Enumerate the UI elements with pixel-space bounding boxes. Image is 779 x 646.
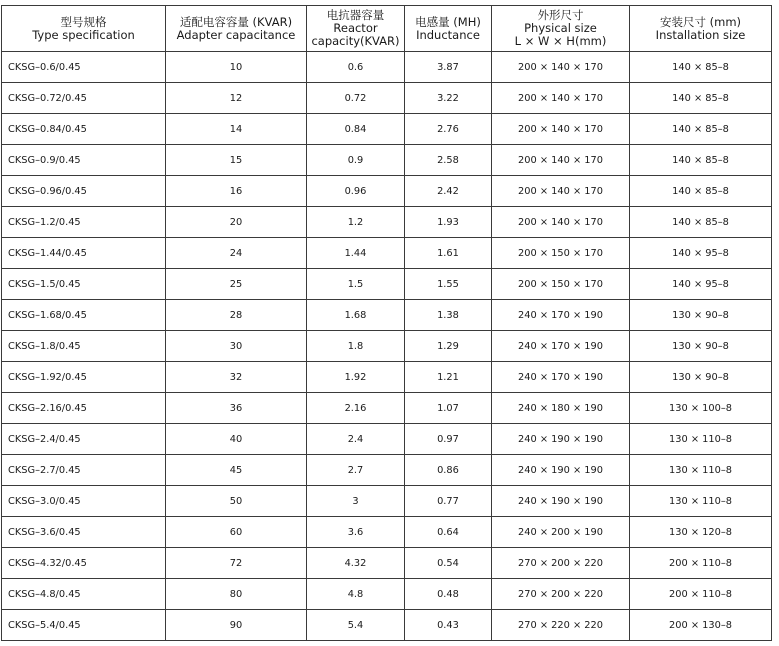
table-row xyxy=(2,424,772,455)
table-row xyxy=(2,269,772,300)
cell-install: 130 × 90–8 xyxy=(630,362,772,393)
cell-inductance: 0.77 xyxy=(405,486,492,517)
cell-reactor: 1.68 xyxy=(307,300,405,331)
cell-reactor: 4.8 xyxy=(307,579,405,610)
header-installation-size-en: Installation size xyxy=(655,27,746,42)
cell-install: 130 × 90–8 xyxy=(630,331,772,362)
cell-model: CKSG–0.84/0.45 xyxy=(2,114,166,145)
cell-model: CKSG–2.16/0.45 xyxy=(2,393,166,424)
table-row xyxy=(2,176,772,207)
cell-install: 140 × 95–8 xyxy=(630,238,772,269)
cell-capacitance: 36 xyxy=(166,393,307,424)
cell-model: CKSG–4.8/0.45 xyxy=(2,579,166,610)
header-physical-size xyxy=(492,6,630,52)
cell-inductance: 0.97 xyxy=(405,424,492,455)
cell-model: CKSG–1.92/0.45 xyxy=(2,362,166,393)
cell-install: 130 × 120–8 xyxy=(630,517,772,548)
cell-model: CKSG–0.72/0.45 xyxy=(2,83,166,114)
cell-model: CKSG–2.4/0.45 xyxy=(2,424,166,455)
cell-size: 200 × 140 × 170 xyxy=(492,114,630,145)
cell-model: CKSG–2.7/0.45 xyxy=(2,455,166,486)
cell-capacitance: 24 xyxy=(166,238,307,269)
table-row xyxy=(2,393,772,424)
header-inductance-cn: 电感量 (MH) xyxy=(415,14,481,29)
cell-size: 240 × 190 × 190 xyxy=(492,424,630,455)
table-row xyxy=(2,362,772,393)
cell-size: 200 × 150 × 170 xyxy=(492,269,630,300)
cell-install: 200 × 110–8 xyxy=(630,579,772,610)
table-row xyxy=(2,331,772,362)
cell-model: CKSG–0.9/0.45 xyxy=(2,145,166,176)
cell-model: CKSG–0.6/0.45 xyxy=(2,52,166,83)
table-row xyxy=(2,52,772,83)
cell-model: CKSG–1.2/0.45 xyxy=(2,207,166,238)
header-adapter-capacitance xyxy=(166,6,307,52)
header-type-specification-cn: 型号规格 xyxy=(60,14,107,29)
cell-install: 140 × 85–8 xyxy=(630,52,772,83)
cell-capacitance: 15 xyxy=(166,145,307,176)
cell-inductance: 1.21 xyxy=(405,362,492,393)
cell-capacitance: 16 xyxy=(166,176,307,207)
cell-install: 200 × 130–8 xyxy=(630,610,772,641)
cell-capacitance: 90 xyxy=(166,610,307,641)
table-row xyxy=(2,207,772,238)
cell-size: 200 × 140 × 170 xyxy=(492,83,630,114)
cell-size: 270 × 200 × 220 xyxy=(492,548,630,579)
spec-table xyxy=(1,5,772,641)
cell-reactor: 2.4 xyxy=(307,424,405,455)
header-physical-size-en: Physical size xyxy=(524,21,597,35)
cell-inductance: 1.38 xyxy=(405,300,492,331)
cell-model: CKSG–1.68/0.45 xyxy=(2,300,166,331)
cell-install: 140 × 95–8 xyxy=(630,269,772,300)
cell-reactor: 3 xyxy=(307,486,405,517)
cell-size: 200 × 140 × 170 xyxy=(492,52,630,83)
cell-install: 130 × 100–8 xyxy=(630,393,772,424)
cell-reactor: 1.92 xyxy=(307,362,405,393)
cell-install: 140 × 85–8 xyxy=(630,207,772,238)
cell-reactor: 0.96 xyxy=(307,176,405,207)
cell-capacitance: 14 xyxy=(166,114,307,145)
table-row xyxy=(2,610,772,641)
cell-capacitance: 32 xyxy=(166,362,307,393)
cell-inductance: 0.43 xyxy=(405,610,492,641)
cell-reactor: 5.4 xyxy=(307,610,405,641)
cell-model: CKSG–3.6/0.45 xyxy=(2,517,166,548)
cell-reactor: 2.7 xyxy=(307,455,405,486)
cell-reactor: 0.6 xyxy=(307,52,405,83)
cell-reactor: 2.16 xyxy=(307,393,405,424)
cell-install: 140 × 85–8 xyxy=(630,176,772,207)
header-adapter-capacitance-cn: 适配电容容量 (KVAR) xyxy=(179,14,293,29)
header-reactor-capacity-en-2: capacity(KVAR) xyxy=(311,34,400,48)
cell-reactor: 3.6 xyxy=(307,517,405,548)
table-row xyxy=(2,145,772,176)
cell-size: 240 × 180 × 190 xyxy=(492,393,630,424)
cell-model: CKSG–3.0/0.45 xyxy=(2,486,166,517)
table-row xyxy=(2,455,772,486)
header-adapter-capacitance-en: Adapter capacitance xyxy=(176,27,296,42)
cell-size: 200 × 150 × 170 xyxy=(492,238,630,269)
cell-install: 130 × 110–8 xyxy=(630,486,772,517)
cell-install: 140 × 85–8 xyxy=(630,145,772,176)
cell-reactor: 1.2 xyxy=(307,207,405,238)
cell-capacitance: 10 xyxy=(166,52,307,83)
cell-capacitance: 20 xyxy=(166,207,307,238)
cell-reactor: 1.8 xyxy=(307,331,405,362)
cell-size: 200 × 140 × 170 xyxy=(492,145,630,176)
cell-inductance: 0.86 xyxy=(405,455,492,486)
cell-install: 130 × 110–8 xyxy=(630,455,772,486)
cell-capacitance: 25 xyxy=(166,269,307,300)
cell-size: 200 × 140 × 170 xyxy=(492,176,630,207)
cell-inductance: 1.07 xyxy=(405,393,492,424)
cell-size: 270 × 200 × 220 xyxy=(492,579,630,610)
cell-size: 240 × 190 × 190 xyxy=(492,486,630,517)
cell-capacitance: 60 xyxy=(166,517,307,548)
cell-inductance: 0.54 xyxy=(405,548,492,579)
header-inductance xyxy=(405,6,492,52)
cell-inductance: 1.29 xyxy=(405,331,492,362)
header-physical-size-dims: L × W × H(mm) xyxy=(514,34,607,48)
cell-install: 140 × 85–8 xyxy=(630,114,772,145)
cell-reactor: 1.44 xyxy=(307,238,405,269)
header-inductance-en: Inductance xyxy=(416,27,480,42)
cell-inductance: 3.87 xyxy=(405,52,492,83)
cell-capacitance: 12 xyxy=(166,83,307,114)
cell-inductance: 1.93 xyxy=(405,207,492,238)
cell-capacitance: 80 xyxy=(166,579,307,610)
cell-reactor: 0.84 xyxy=(307,114,405,145)
cell-model: CKSG–1.44/0.45 xyxy=(2,238,166,269)
cell-capacitance: 30 xyxy=(166,331,307,362)
header-type-specification xyxy=(2,6,166,52)
table-row xyxy=(2,300,772,331)
cell-size: 270 × 220 × 220 xyxy=(492,610,630,641)
header-reactor-capacity xyxy=(307,6,405,52)
cell-install: 130 × 90–8 xyxy=(630,300,772,331)
table-row xyxy=(2,114,772,145)
table-row xyxy=(2,486,772,517)
cell-size: 240 × 170 × 190 xyxy=(492,362,630,393)
table-row xyxy=(2,83,772,114)
cell-inductance: 2.76 xyxy=(405,114,492,145)
header-type-specification-en: Type specification xyxy=(32,27,135,42)
cell-capacitance: 28 xyxy=(166,300,307,331)
table-row xyxy=(2,548,772,579)
header-installation-size-cn: 安装尺寸 (mm) xyxy=(659,14,742,29)
cell-install: 200 × 110–8 xyxy=(630,548,772,579)
cell-size: 240 × 190 × 190 xyxy=(492,455,630,486)
cell-inductance: 0.48 xyxy=(405,579,492,610)
header-reactor-capacity-en-1: Reactor xyxy=(333,21,378,35)
table-row xyxy=(2,238,772,269)
cell-model: CKSG–0.96/0.45 xyxy=(2,176,166,207)
cell-model: CKSG–5.4/0.45 xyxy=(2,610,166,641)
header-reactor-capacity-cn: 电抗器容量 xyxy=(326,8,385,22)
cell-model: CKSG–1.8/0.45 xyxy=(2,331,166,362)
cell-capacitance: 72 xyxy=(166,548,307,579)
cell-inductance: 1.55 xyxy=(405,269,492,300)
cell-inductance: 0.64 xyxy=(405,517,492,548)
cell-size: 200 × 140 × 170 xyxy=(492,207,630,238)
table-row xyxy=(2,517,772,548)
cell-inductance: 1.61 xyxy=(405,238,492,269)
cell-inductance: 2.42 xyxy=(405,176,492,207)
cell-inductance: 3.22 xyxy=(405,83,492,114)
cell-model: CKSG–1.5/0.45 xyxy=(2,269,166,300)
table-row xyxy=(2,579,772,610)
cell-reactor: 0.9 xyxy=(307,145,405,176)
cell-size: 240 × 200 × 190 xyxy=(492,517,630,548)
cell-size: 240 × 170 × 190 xyxy=(492,300,630,331)
header-physical-size-cn: 外形尺寸 xyxy=(537,8,584,22)
cell-install: 140 × 85–8 xyxy=(630,83,772,114)
cell-capacitance: 50 xyxy=(166,486,307,517)
cell-install: 130 × 110–8 xyxy=(630,424,772,455)
cell-size: 240 × 170 × 190 xyxy=(492,331,630,362)
cell-reactor: 4.32 xyxy=(307,548,405,579)
header-installation-size xyxy=(630,6,772,52)
cell-reactor: 0.72 xyxy=(307,83,405,114)
header-row xyxy=(2,6,772,52)
cell-capacitance: 45 xyxy=(166,455,307,486)
cell-reactor: 1.5 xyxy=(307,269,405,300)
cell-capacitance: 40 xyxy=(166,424,307,455)
cell-inductance: 2.58 xyxy=(405,145,492,176)
cell-model: CKSG–4.32/0.45 xyxy=(2,548,166,579)
